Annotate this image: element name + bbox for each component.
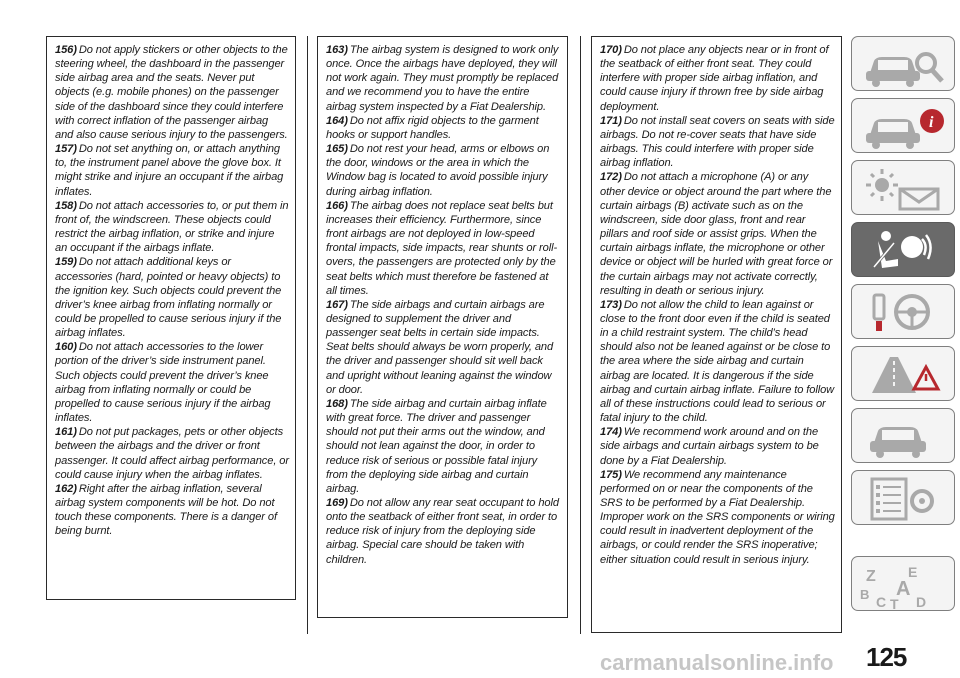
- sidebar-tab-starting-driving[interactable]: [851, 284, 955, 339]
- sidebar-tab-index[interactable]: [851, 556, 955, 611]
- warning-entry: [55, 340, 289, 425]
- warning-text: Do not affix rigid objects to the garment hooks or support handles.: [326, 114, 539, 141]
- warning-entry: [55, 425, 289, 482]
- warning-entry: [600, 468, 835, 567]
- warning-entry: [600, 114, 835, 171]
- warning-text: Do not allow the child to lean against or close to the front door even if the child is seated in a child restraint system. The child’s head should also not be leaned against or be close to the area where the side airbag and curtain airbag are located. It is dangerous if the side airbag and curtain airbag inflate. Failure to follow all of these instructions could lead to serious or fatal injury to the child.: [600, 298, 835, 425]
- warning-entry: [326, 298, 561, 397]
- warning-entry: [326, 496, 561, 567]
- warning-text: The airbag does not replace seat belts but increases their efficiency. Furthermore, since front airbags are not deployed in low-speed frontal impacts, side impacts, rear shunts or roll-overs, the passengers are protected only by the seat belts which must therefore be fastened at all times.: [326, 199, 558, 297]
- index-letter: B: [860, 587, 870, 602]
- warning-number: 159): [55, 256, 77, 269]
- warning-box-column-2: [317, 36, 568, 618]
- warning-text: Do not rest your head, arms or elbows on the door, windows or the area in which the Window bag is located to avoid possible injury during airbag inflation.: [326, 143, 550, 198]
- specifications-list-icon: [852, 471, 956, 526]
- warning-text: Do not place any objects near or in front of the seatback of either front seat. They could interfere with proper side airbag inflation, and could cause injury if thrown free by side airbag deployment.: [600, 44, 829, 113]
- warning-number: 174): [600, 426, 622, 439]
- warning-entry: [600, 170, 835, 297]
- index-letter: C: [876, 594, 887, 610]
- warning-box-column-3: [591, 36, 842, 633]
- sidebar-tab-safety[interactable]: [851, 222, 955, 277]
- key-steering-wheel-icon: [852, 285, 956, 340]
- warning-number: 161): [55, 426, 77, 439]
- warning-number: 167): [326, 298, 348, 311]
- warning-text: We recommend work around and on the side airbags and curtain airbags system to be done by a Fiat Dealership.: [600, 426, 819, 467]
- warning-number: 170): [600, 44, 622, 56]
- warning-text: Do not apply stickers or other objects to the steering wheel, the dashboard in the passenger side airbag area and the seats. Never put objects (e.g. mobile phones) on the passenger side of the dashboard since they could interfere with correct inflation of the passenger airbag and also cause serious injury to the passengers.: [55, 44, 288, 141]
- warning-entry: [326, 199, 561, 298]
- warning-text: Do not attach accessories to, or put them in front of, the windscreen. These objects could restrict the airbag inflation, or strike and injure an occupant if the airbags inflate.: [55, 199, 289, 255]
- warning-number: 171): [600, 114, 622, 127]
- road-warning-icon: [852, 347, 956, 402]
- warning-number: 173): [600, 298, 622, 311]
- sidebar-tab-car-search[interactable]: [851, 36, 955, 91]
- warning-text: Do not put packages, pets or other objects between the airbags and the driver or front passenger. It could affect airbag performance, or could cause injury when the airbag inflates.: [55, 426, 289, 481]
- car-service-icon: [852, 409, 956, 464]
- car-search-icon: [852, 37, 956, 92]
- warning-number: 160): [55, 341, 77, 354]
- warning-number: 172): [600, 171, 622, 184]
- sidebar-tab-servicing[interactable]: [851, 408, 955, 463]
- warning-number: 168): [326, 397, 348, 410]
- warning-entry: [55, 482, 289, 539]
- warning-number: 164): [326, 114, 348, 127]
- warning-entry: [55, 255, 289, 340]
- sidebar-tab-warning-lights[interactable]: [851, 160, 955, 215]
- warning-entry: [600, 425, 835, 467]
- warning-entry: [55, 142, 289, 199]
- warning-entry: [55, 199, 289, 256]
- airbag-seat-icon: [852, 223, 956, 278]
- sidebar-tab-car-info[interactable]: [851, 98, 955, 153]
- warning-number: 163): [326, 44, 348, 56]
- column-divider: [307, 36, 308, 634]
- warning-number: 175): [600, 468, 622, 481]
- warning-box-column-1: [46, 36, 296, 600]
- svg-text:i: i: [929, 114, 934, 131]
- warning-number: 165): [326, 143, 348, 156]
- page-number: 125: [866, 642, 907, 672]
- warning-entry: [600, 43, 835, 114]
- warning-number: 169): [326, 497, 348, 509]
- warning-lights-message-icon: [852, 161, 956, 216]
- sidebar-tab-specifications[interactable]: [851, 470, 955, 525]
- index-letter: T: [890, 596, 899, 612]
- warning-entry: [326, 397, 561, 496]
- index-letter: Z: [866, 568, 876, 585]
- column-divider: [580, 36, 581, 634]
- warning-entry: [600, 298, 835, 425]
- warning-text: Do not attach additional keys or accessories (hard, pointed or heavy objects) to the ignition key. Such objects could prevent the driver’s knee airbag from inflating normally or could be propelled to cause serious injury if the airbag inflates.: [55, 256, 282, 340]
- warning-entry: [55, 43, 289, 142]
- warning-entry: [326, 142, 561, 199]
- warning-entry: [326, 114, 561, 142]
- warning-text: The side airbags and curtain airbags are designed to supplement the driver and passenger seat belts in certain side impacts. Seat belts should always be worn properly, and the driver and passenger should sit well back and upright without leaning against the window or door.: [326, 298, 554, 396]
- warning-number: 156): [55, 44, 77, 56]
- warning-number: 157): [55, 143, 77, 156]
- sidebar-tab-emergency[interactable]: [851, 346, 955, 401]
- warning-text: Do not install seat covers on seats with side airbags. Do not re-cover seats that have side airbags. This could interfere with proper side airbag inflation.: [600, 114, 835, 170]
- watermark: carmanualsonline.info: [600, 650, 834, 675]
- car-info-icon: [852, 99, 956, 154]
- warning-text: Do not allow any rear seat occupant to hold onto the seatback of either front seat, in order to reduce risk of injury from the deploying side airbag. Special care should be taken with children.: [326, 497, 559, 566]
- warning-number: 166): [326, 199, 348, 212]
- index-letter: A: [896, 578, 911, 600]
- warning-number: 162): [55, 482, 77, 495]
- index-letter: E: [908, 564, 918, 580]
- index-letters-icon: [852, 557, 956, 612]
- warning-text: We recommend any maintenance performed on or near the components of the SRS to be performed by a Fiat Dealership. Improper work on the SRS components or wiring could result in inadvertent deployment of the airbags, or could render the SRS inoperative; either situation could result in serious injury.: [600, 468, 835, 566]
- warning-text: The side airbag and curtain airbag inflate with great force. The driver and passenger should not put their arms out the window, and should not lean against the door, in order to reduce risk of serious or possible fatal injury from the deploying side airbag and curtain airbag.: [326, 397, 547, 495]
- warning-entry: [326, 43, 561, 114]
- warning-text: Right after the airbag inflation, several airbag system components will be hot. Do not touch these components. There is a danger of being burnt.: [55, 482, 277, 538]
- warning-text: Do not set anything on, or attach anything to, the instrument panel above the glove box. It might strike and injure an occupant if the airbag inflates.: [55, 143, 284, 198]
- warning-number: 158): [55, 199, 77, 212]
- warning-text: The airbag system is designed to work only once. Once the airbags have deployed, they will not work again. They must promptly be replaced and we recommend you to have the entire airbag system inspected by a Fiat Dealership.: [326, 44, 559, 113]
- warning-text: Do not attach accessories to the lower portion of the driver’s side instrument panel. Such objects could prevent the driver’s knee airbag from inflating normally or could be propelled to cause serious injury if the airbag inflates.: [55, 341, 271, 425]
- warning-text: Do not attach a microphone (A) or any other device or object around the part where the curtain airbags (B) activate such as on the windscreen, side door glass, front and rear pillars and roof side or assist grips. When the curtain airbags inflate, the microphone or other device or object will be hurled with great force or the curtain airbags may not activate correctly, resulting in death or serious injury.: [600, 171, 833, 297]
- index-letter: D: [916, 594, 927, 610]
